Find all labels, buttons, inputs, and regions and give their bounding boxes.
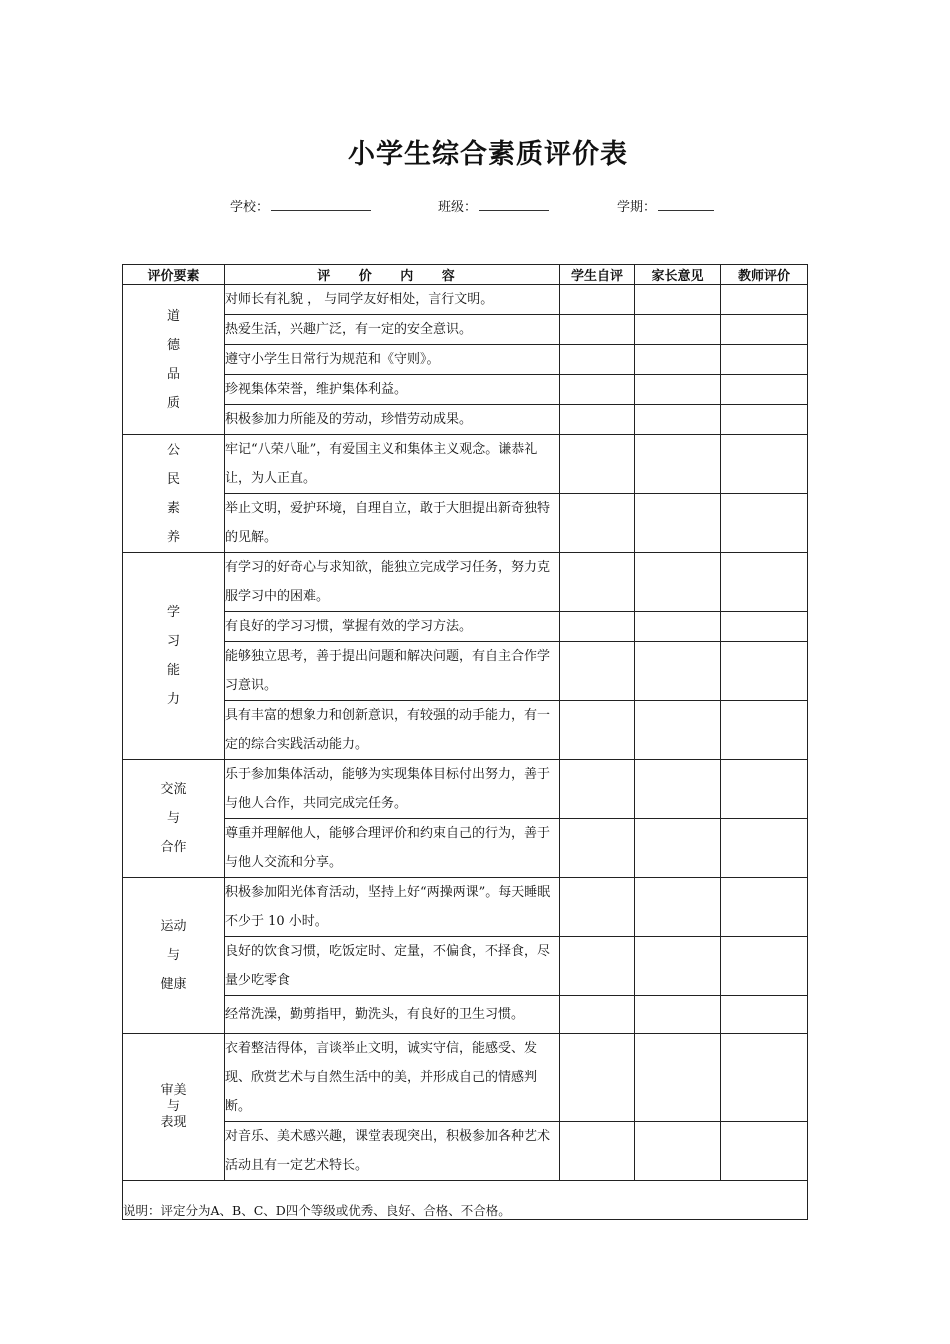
teacher-cell[interactable]: [721, 937, 808, 996]
parent-cell[interactable]: [635, 553, 721, 612]
item-content: 良好的饮食习惯，吃饭定时、定量，不偏食，不择食，尽量少吃零食: [225, 937, 560, 996]
parent-cell[interactable]: [635, 315, 721, 345]
table-row: [123, 315, 808, 345]
parent-cell[interactable]: [635, 996, 721, 1034]
item-content: 有学习的好奇心与求知欲，能独立完成学习任务，努力克服学习中的困难。: [225, 553, 560, 612]
item-content: 具有丰富的想象力和创新意识，有较强的动手能力，有一定的综合实践活动能力。: [225, 701, 560, 760]
category-sports: 运动 与 健康: [123, 878, 225, 1034]
item-content: 乐于参加集体活动，能够为实现集体目标付出努力，善于与他人合作，共同完成完任务。: [225, 760, 560, 819]
parent-cell[interactable]: [635, 1122, 721, 1181]
parent-cell[interactable]: [635, 375, 721, 405]
class-blank[interactable]: [479, 197, 549, 211]
teacher-cell[interactable]: [721, 435, 808, 494]
item-content: 尊重并理解他人，能够合理评价和约束自己的行为，善于与他人交流和分享。: [225, 819, 560, 878]
self-cell[interactable]: [560, 435, 635, 494]
teacher-cell[interactable]: [721, 760, 808, 819]
table-row: [123, 285, 808, 315]
table-row: [123, 878, 808, 937]
teacher-cell[interactable]: [721, 315, 808, 345]
teacher-cell[interactable]: [721, 345, 808, 375]
item-content: 珍视集体荣誉，维护集体利益。: [225, 375, 560, 405]
evaluation-table: [122, 264, 808, 1220]
self-cell[interactable]: [560, 701, 635, 760]
item-content: 遵守小学生日常行为规范和《守则》。: [225, 345, 560, 375]
table-row: [123, 405, 808, 435]
school-blank[interactable]: [271, 197, 371, 211]
table-row: [123, 760, 808, 819]
table-row: [123, 553, 808, 612]
table-row: [123, 937, 808, 996]
self-cell[interactable]: [560, 1034, 635, 1122]
table-row: [123, 435, 808, 494]
self-cell[interactable]: [560, 819, 635, 878]
parent-cell[interactable]: [635, 937, 721, 996]
table-row: [123, 375, 808, 405]
self-cell[interactable]: [560, 642, 635, 701]
category-civic: 公 民 素 养: [123, 435, 225, 553]
self-cell[interactable]: [560, 760, 635, 819]
table-row: [123, 819, 808, 878]
parent-cell[interactable]: [635, 760, 721, 819]
header-element: 评价要素: [123, 265, 225, 285]
class-label: 班级：: [438, 200, 478, 215]
teacher-cell[interactable]: [721, 494, 808, 553]
school-field: [230, 196, 371, 215]
self-cell[interactable]: [560, 878, 635, 937]
teacher-cell[interactable]: [721, 642, 808, 701]
table-row: [123, 642, 808, 701]
self-cell[interactable]: [560, 315, 635, 345]
item-content: 热爱生活，兴趣广泛，有一定的安全意识。: [225, 315, 560, 345]
category-communication: 交流 与 合作: [123, 760, 225, 878]
header-row: [123, 265, 808, 285]
item-content: 对师长有礼貌 ， 与同学友好相处，言行文明。: [225, 285, 560, 315]
teacher-cell[interactable]: [721, 553, 808, 612]
self-cell[interactable]: [560, 345, 635, 375]
item-content: 衣着整洁得体，言谈举止文明，诚实守信，能感受、发现、欣赏艺术与自然生活中的美，并形成自己的情感判断。: [225, 1034, 560, 1122]
table-row: [123, 996, 808, 1034]
item-content: 能够独立思考，善于提出问题和解决问题，有自主合作学习意识。: [225, 642, 560, 701]
parent-cell[interactable]: [635, 878, 721, 937]
parent-cell[interactable]: [635, 612, 721, 642]
term-field: [617, 196, 714, 215]
school-label: 学校：: [230, 200, 270, 215]
parent-cell[interactable]: [635, 435, 721, 494]
self-cell[interactable]: [560, 1122, 635, 1181]
table-row: [123, 1034, 808, 1122]
table-row: [123, 494, 808, 553]
parent-cell[interactable]: [635, 701, 721, 760]
term-label: 学期：: [617, 200, 657, 215]
item-content: 牢记“八荣八耻”，有爱国主义和集体主义观念。谦恭礼让，为人正直。: [225, 435, 560, 494]
class-field: [438, 196, 549, 215]
parent-cell[interactable]: [635, 405, 721, 435]
table-row: [123, 612, 808, 642]
item-content: 举止文明，爱护环境，自理自立，敢于大胆提出新奇独特的见解。: [225, 494, 560, 553]
self-cell[interactable]: [560, 285, 635, 315]
header-self: 学生自评: [560, 265, 635, 285]
teacher-cell[interactable]: [721, 375, 808, 405]
self-cell[interactable]: [560, 494, 635, 553]
table-row: [123, 1122, 808, 1181]
teacher-cell[interactable]: [721, 1034, 808, 1122]
page-title: 小学生综合素质评价表: [348, 139, 628, 170]
teacher-cell[interactable]: [721, 285, 808, 315]
parent-cell[interactable]: [635, 642, 721, 701]
parent-cell[interactable]: [635, 1034, 721, 1122]
parent-cell[interactable]: [635, 819, 721, 878]
parent-cell[interactable]: [635, 285, 721, 315]
self-cell[interactable]: [560, 553, 635, 612]
teacher-cell[interactable]: [721, 405, 808, 435]
header-parent: 家长意见: [635, 265, 721, 285]
table-row: [123, 345, 808, 375]
header-content: 评 价 内 容: [225, 265, 560, 285]
header-teacher: 教师评价: [721, 265, 808, 285]
category-aesthetics: 审美 与 表现: [123, 1034, 225, 1181]
table-row: [123, 701, 808, 760]
self-cell[interactable]: [560, 996, 635, 1034]
parent-cell[interactable]: [635, 345, 721, 375]
teacher-cell[interactable]: [721, 701, 808, 760]
item-content: 经常洗澡，勤剪指甲，勤洗头，有良好的卫生习惯。: [225, 996, 560, 1034]
item-content: 对音乐、美术感兴趣，课堂表现突出，积极参加各种艺术活动且有一定艺术特长。: [225, 1122, 560, 1181]
teacher-cell[interactable]: [721, 612, 808, 642]
self-cell[interactable]: [560, 405, 635, 435]
term-blank[interactable]: [658, 197, 714, 211]
teacher-cell[interactable]: [721, 878, 808, 937]
category-moral: 道 德 品 质: [123, 285, 225, 435]
self-cell[interactable]: [560, 612, 635, 642]
self-cell[interactable]: [560, 375, 635, 405]
self-cell[interactable]: [560, 937, 635, 996]
note-row: [123, 1181, 808, 1220]
teacher-cell[interactable]: [721, 996, 808, 1034]
parent-cell[interactable]: [635, 494, 721, 553]
teacher-cell[interactable]: [721, 819, 808, 878]
note-text: 说明：评定分为A、B、C、D四个等级或优秀、良好、合格、不合格。: [123, 1181, 808, 1220]
category-learning: 学 习 能 力: [123, 553, 225, 760]
teacher-cell[interactable]: [721, 1122, 808, 1181]
item-content: 积极参加力所能及的劳动，珍惜劳动成果。: [225, 405, 560, 435]
item-content: 有良好的学习习惯，掌握有效的学习方法。: [225, 612, 560, 642]
item-content: 积极参加阳光体育活动，坚持上好“两操两课”。每天睡眠不少于 10 小时。: [225, 878, 560, 937]
